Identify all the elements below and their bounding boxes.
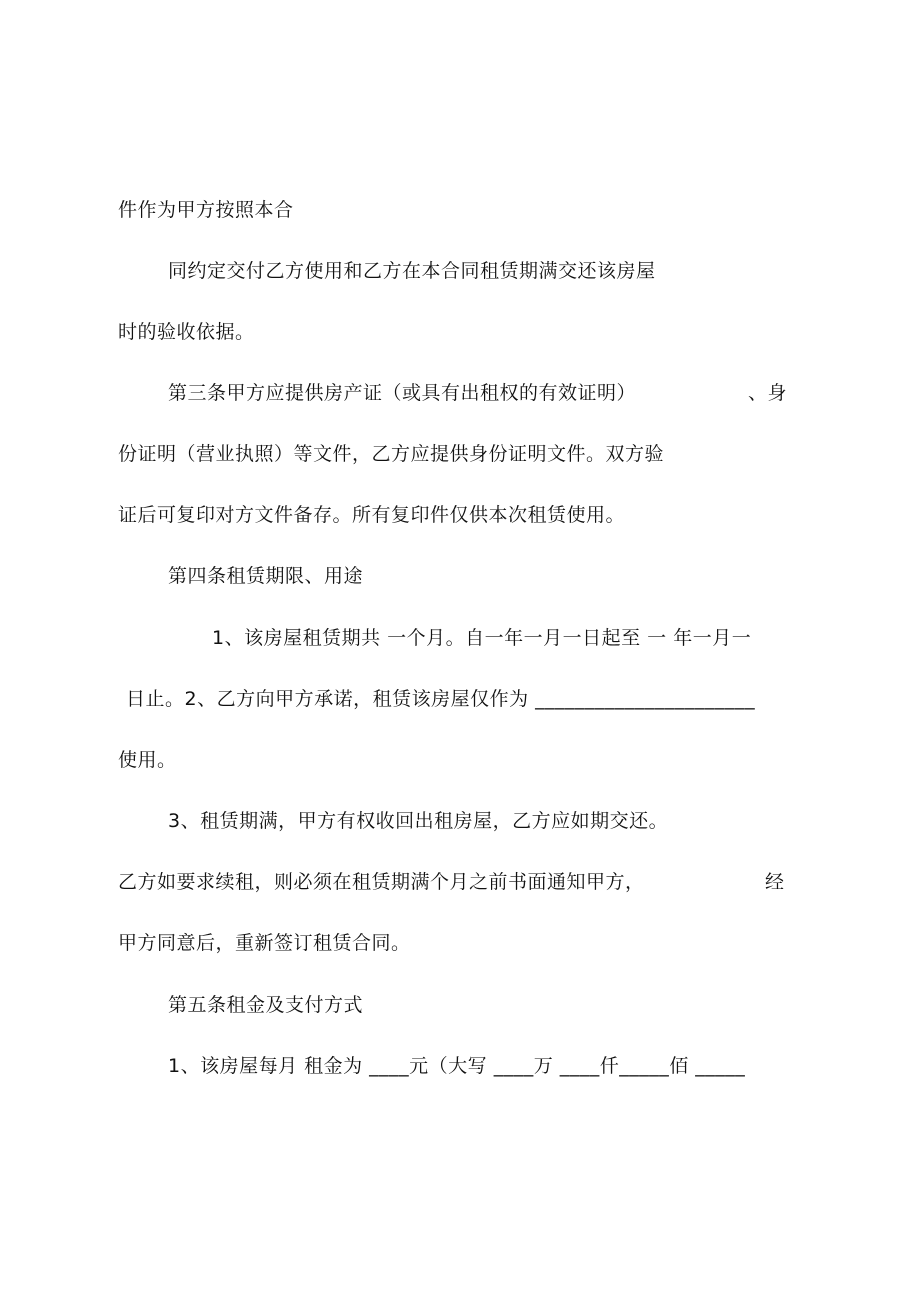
text-line-15: 甲方同意后，重新签订租赁合同。 [118, 932, 411, 954]
article-3-heading: 第三条甲方应提供房产证（或具有出租权的有效证明） [168, 382, 637, 404]
lease-expiry-clause: 3、租赁期满，甲方有权收回出租房屋，乙方应如期交还。 [168, 810, 669, 832]
text-line-6: 证后可复印对方文件备存。所有复印件仅供本次租赁使用。 [118, 504, 626, 526]
lease-purpose-clause: 日止。2、乙方向甲方承诺，租赁该房屋仅作为 ______________________ [126, 688, 756, 710]
text-line-3: 时的验收依据。 [118, 321, 255, 343]
article-5-heading: 第五条租金及支付方式 [168, 994, 364, 1016]
text-line-1: 件作为甲方按照本合 [118, 199, 294, 221]
text-line-4-suffix: 、身 [748, 382, 788, 404]
renewal-clause-suffix: 经 [765, 871, 785, 893]
text-line-5: 份证明（营业执照）等文件，乙方应提供身份证明文件。双方验 [118, 443, 665, 465]
text-line-11: 使用。 [118, 749, 177, 771]
rent-amount-clause: 1、该房屋每月 租金为 ____元（大写 ____万 ____仟_____佰 _____ [168, 1055, 746, 1077]
lease-term-clause: 1、该房屋租赁期共 一个月。自一年一月一日起至 一 年一月一 [212, 627, 752, 649]
text-line-2: 同约定交付乙方使用和乙方在本合同租赁期满交还该房屋 [168, 260, 656, 282]
article-4-heading: 第四条租赁期限、用途 [168, 565, 364, 587]
renewal-clause: 乙方如要求续租，则必须在租赁期满个月之前书面通知甲方， [118, 871, 645, 893]
